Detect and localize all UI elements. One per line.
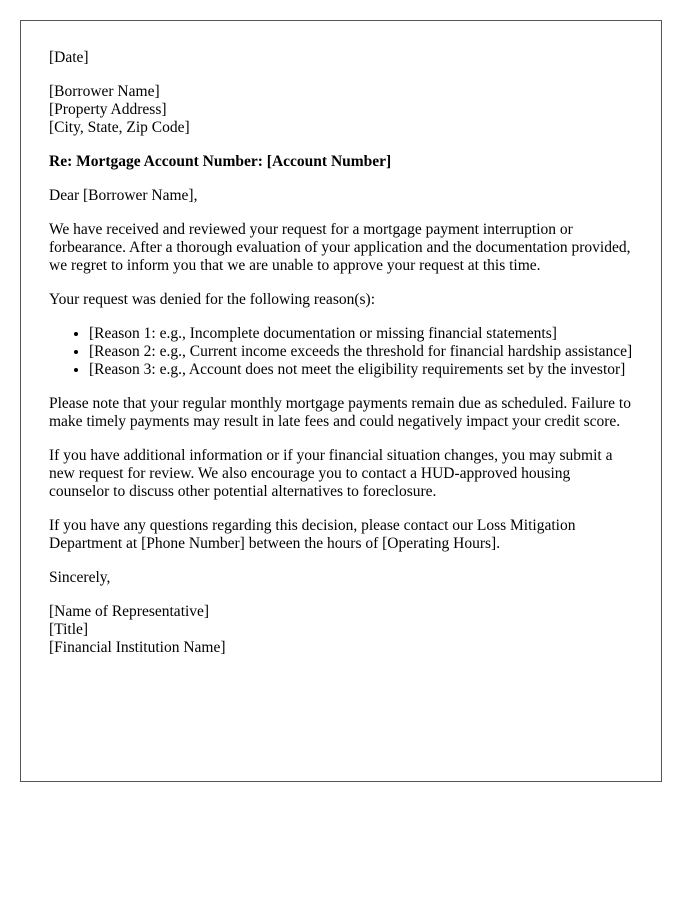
body-paragraph: If you have any questions regarding this decision, please contact our Loss Mitigation Department at [Phone Number] between the hours of [Operating Hours]. [49, 517, 576, 552]
letter [20, 20, 662, 782]
reason-item: • [Reason 3: e.g., Account does not meet the eligibility requirements set by the investor] [89, 361, 633, 379]
reason-item: • [Reason 1: e.g., Incomplete documentation or missing financial statements] [89, 325, 633, 343]
subject-line: Re: Mortgage Account Number: [Account Number] [49, 153, 392, 170]
body-paragraph: If you have additional information or if your financial situation changes, you may submit a new request for review. We also encourage you to contact a HUD-approved housing counselor to discuss other potential alternatives to foreclosure. [49, 447, 613, 500]
reason-item: • [Reason 2: e.g., Current income exceeds the threshold for financial hardship assistance] [89, 343, 633, 361]
letter-date: [Date] [49, 49, 89, 66]
signature-name: [Name of Representative] [49, 603, 210, 620]
body-paragraph: Please note that your regular monthly mortgage payments remain due as scheduled. Failure to make timely payments may result in late fees and could negatively impact your credit score. [49, 395, 631, 430]
recipient-address: [Property Address] [49, 101, 167, 118]
body-paragraph: Your request was denied for the following reason(s): [49, 291, 376, 308]
recipient-name: [Borrower Name] [49, 83, 160, 100]
signature-title: [Title] [49, 621, 89, 638]
recipient-city: [City, State, Zip Code] [49, 119, 190, 136]
signoff: Sincerely, [49, 569, 111, 586]
recipient-block [49, 83, 633, 137]
signature-institution: [Financial Institution Name] [49, 639, 226, 656]
signature-block [49, 603, 633, 657]
reasons-list [49, 325, 633, 379]
salutation: Dear [Borrower Name], [49, 187, 198, 204]
body-paragraph: We have received and reviewed your request for a mortgage payment interruption or forbearance. After a thorough evaluation of your application and the documentation provided, we regret to inform you that we are unable to approve your request at this time. [49, 221, 631, 274]
